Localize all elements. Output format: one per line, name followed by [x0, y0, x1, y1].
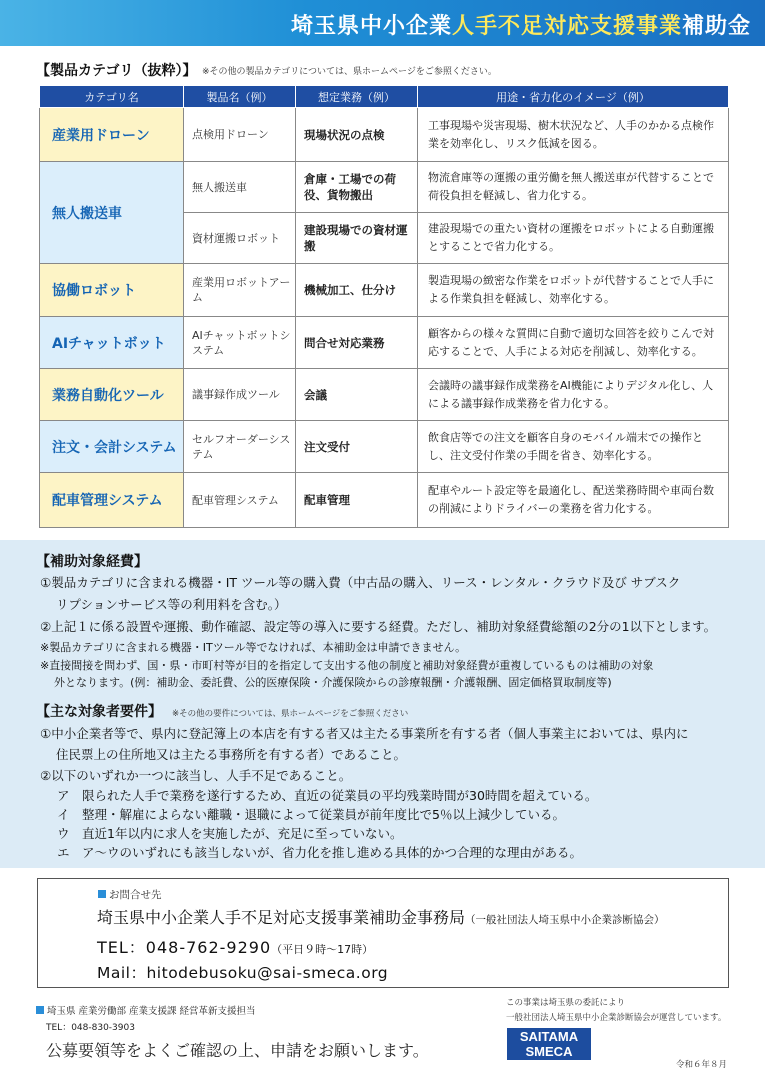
category-name: 産業用ドローン — [40, 108, 184, 162]
eligibility-sub-u: ウ 直近1年以内に求人を実施したが、充足に至っていない。 — [57, 826, 403, 841]
expense-item-2: ②上記１に係る設置や運搬、動作確認、設定等の導入に要する経費。ただし、補助対象経費総額の2分の1以下とします。 — [40, 619, 717, 634]
eligibility-sub-e: エ ア～ウのいずれにも該当しないが、省力化を推し進める具体的かつ合理的な理由がある。 — [57, 845, 583, 860]
column-header: カテゴリ名 — [40, 86, 184, 108]
eligibility-item-2: ②以下のいずれか一つに該当し、人手不足であること。 — [40, 768, 352, 783]
category-name: 無人搬送車 — [40, 162, 184, 264]
expense-note-2-cont: 外となります。(例：補助金、委託費、公的医療保険・介護保険からの診療報酬・介護報酬、固定価格買取制度等) — [54, 676, 612, 689]
title-banner — [0, 0, 765, 46]
use-description: 製造現場の緻密な作業をロボットが代替することで人手による作業負担を軽減し、効率化する。 — [418, 264, 729, 317]
use-description: 建設現場での重たい資材の運搬をロボットによる自動運搬とすることで省力化する。 — [418, 213, 729, 264]
product-name: 配車管理システム — [184, 473, 296, 528]
use-description: 物流倉庫等の運搬の重労働を無人搬送車が代替することで荷役負担を軽減し、省力化する。 — [418, 162, 729, 213]
table-row — [40, 369, 729, 421]
contact-box — [37, 878, 729, 988]
commission-note-2: 一般社団法人埼玉県中小企業診断協会が運営しています。 — [506, 1013, 727, 1023]
use-description: 飲食店等での注文を顧客自身のモバイル端末での操作とし、注文受付作業の手間を省き、効率化する。 — [418, 421, 729, 473]
eligibility-item-1: ①中小企業者等で、県内に登記簿上の本店を有する者又は主たる事業所を有する者（個人事業主においては、県内に — [40, 726, 689, 741]
column-header: 用途・省力化のイメージ（例） — [418, 86, 729, 108]
use-description: 工事現場や災害現場、樹木状況など、人手のかかる点検作業を効率化し、リスク低減を図る。 — [418, 108, 729, 162]
product-name: AIチャットボットシステム — [184, 317, 296, 369]
use-description: 顧客からの様々な質問に自動で適切な回答を絞りこんで対応することで、人手による対応を削減し、効率化する。 — [418, 317, 729, 369]
issue-date: 令和６年８月 — [676, 1060, 728, 1070]
task-name: 現場状況の点検 — [296, 108, 418, 162]
table-row — [40, 162, 729, 213]
task-name: 機械加工、仕分け — [296, 264, 418, 317]
product-name: 点検用ドローン — [184, 108, 296, 162]
products-heading: 【製品カテゴリ（抜粋）】 — [36, 63, 197, 79]
product-name: 議事録作成ツール — [184, 369, 296, 421]
saitama-smeca-logo: SAITAMA SMECA — [507, 1028, 591, 1060]
table-row — [40, 264, 729, 317]
category-name: 注文・会計システム — [40, 421, 184, 473]
eligibility-heading: 【主な対象者要件】 — [36, 704, 162, 720]
table-row — [40, 473, 729, 528]
product-category-table — [39, 85, 729, 528]
eligibility-sub-i: イ 整理・解雇によらない離職・退職によって従業員が前年度比で5％以上減少している。 — [57, 807, 565, 822]
task-name: 注文受付 — [296, 421, 418, 473]
square-bullet-icon — [36, 1006, 44, 1014]
eligibility-item-1-cont: 住民票上の住所地又は主たる事務所を有する者）であること。 — [56, 747, 407, 762]
expense-note-2: ※直接間接を問わず、国・県・市町村等が目的を指定して支出する他の制度と補助対象経費が重複しているものは補助の対象 — [40, 659, 654, 672]
expense-item-1: ①製品カテゴリに含まれる機器・IT ツール等の購入費（中古品の購入、リース・レンタル・クラウド及び サブスク — [40, 575, 681, 590]
column-header: 想定業務（例） — [296, 86, 418, 108]
task-name: 倉庫・工場での荷役、貨物搬出 — [296, 162, 418, 213]
product-name: 無人搬送車 — [184, 162, 296, 213]
contact-label: お問合せ先 — [98, 887, 162, 902]
expense-item-1-cont: リプションサービス等の利用料を含む。） — [56, 597, 287, 612]
use-description: 会議時の議事録作成業務をAI機能によりデジタル化し、人による議事録作成業務を省力化する。 — [418, 369, 729, 421]
task-name: 配車管理 — [296, 473, 418, 528]
category-name: 協働ロボット — [40, 264, 184, 317]
product-name: 資材運搬ロボット — [184, 213, 296, 264]
task-name: 建設現場での資材運搬 — [296, 213, 418, 264]
footer-department: 埼玉県 産業労働部 産業支援課 経営革新支援担当 — [36, 1003, 256, 1017]
contact-tel[interactable]: TEL：048-762-9290（平日９時～17時） — [97, 938, 374, 957]
products-note: ※その他の製品カテゴリについては、県ホームページをご参照ください。 — [202, 67, 497, 77]
contact-organization: 埼玉県中小企業人手不足対応支援事業補助金事務局（一般社団法人埼玉県中小企業診断協会） — [97, 908, 665, 927]
expense-note-1: ※製品カテゴリに含まれる機器・ITツール等でなければ、本補助金は申請できません。 — [40, 641, 467, 654]
table-row — [40, 421, 729, 473]
task-name: 会議 — [296, 369, 418, 421]
footer-request: 公募要領等をよくご確認の上、申請をお願いします。 — [46, 1041, 429, 1060]
expenses-heading: 【補助対象経費】 — [36, 554, 148, 570]
eligibility-sub-a: ア 限られた人手で業務を遂行するため、直近の従業員の平均残業時間が30時間を超えている。 — [57, 788, 598, 803]
product-name: 産業用ロボットアーム — [184, 264, 296, 317]
commission-note-1: この事業は埼玉県の委託により — [506, 998, 626, 1008]
column-header: 製品名（例） — [184, 86, 296, 108]
square-bullet-icon — [98, 890, 106, 898]
page-title: 埼玉県中小企業人手不足対応支援事業補助金 — [290, 14, 751, 39]
task-name: 問合せ対応業務 — [296, 317, 418, 369]
category-name: 配車管理システム — [40, 473, 184, 528]
table-header-row — [40, 86, 729, 108]
footer-tel[interactable]: TEL：048-830-3903 — [46, 1023, 135, 1033]
table-row — [40, 108, 729, 162]
contact-mail[interactable]: Mail：hitodebusoku@sai-smeca.org — [97, 964, 389, 982]
category-name: AIチャットボット — [40, 317, 184, 369]
table-row — [40, 317, 729, 369]
use-description: 配車やルート設定等を最適化し、配送業務時間や車両台数の削減によりドライバーの業務を省力化する。 — [418, 473, 729, 528]
product-name: セルフオーダーシステム — [184, 421, 296, 473]
category-name: 業務自動化ツール — [40, 369, 184, 421]
eligibility-note: ※その他の要件については、県ホームページをご参照ください — [172, 709, 409, 719]
